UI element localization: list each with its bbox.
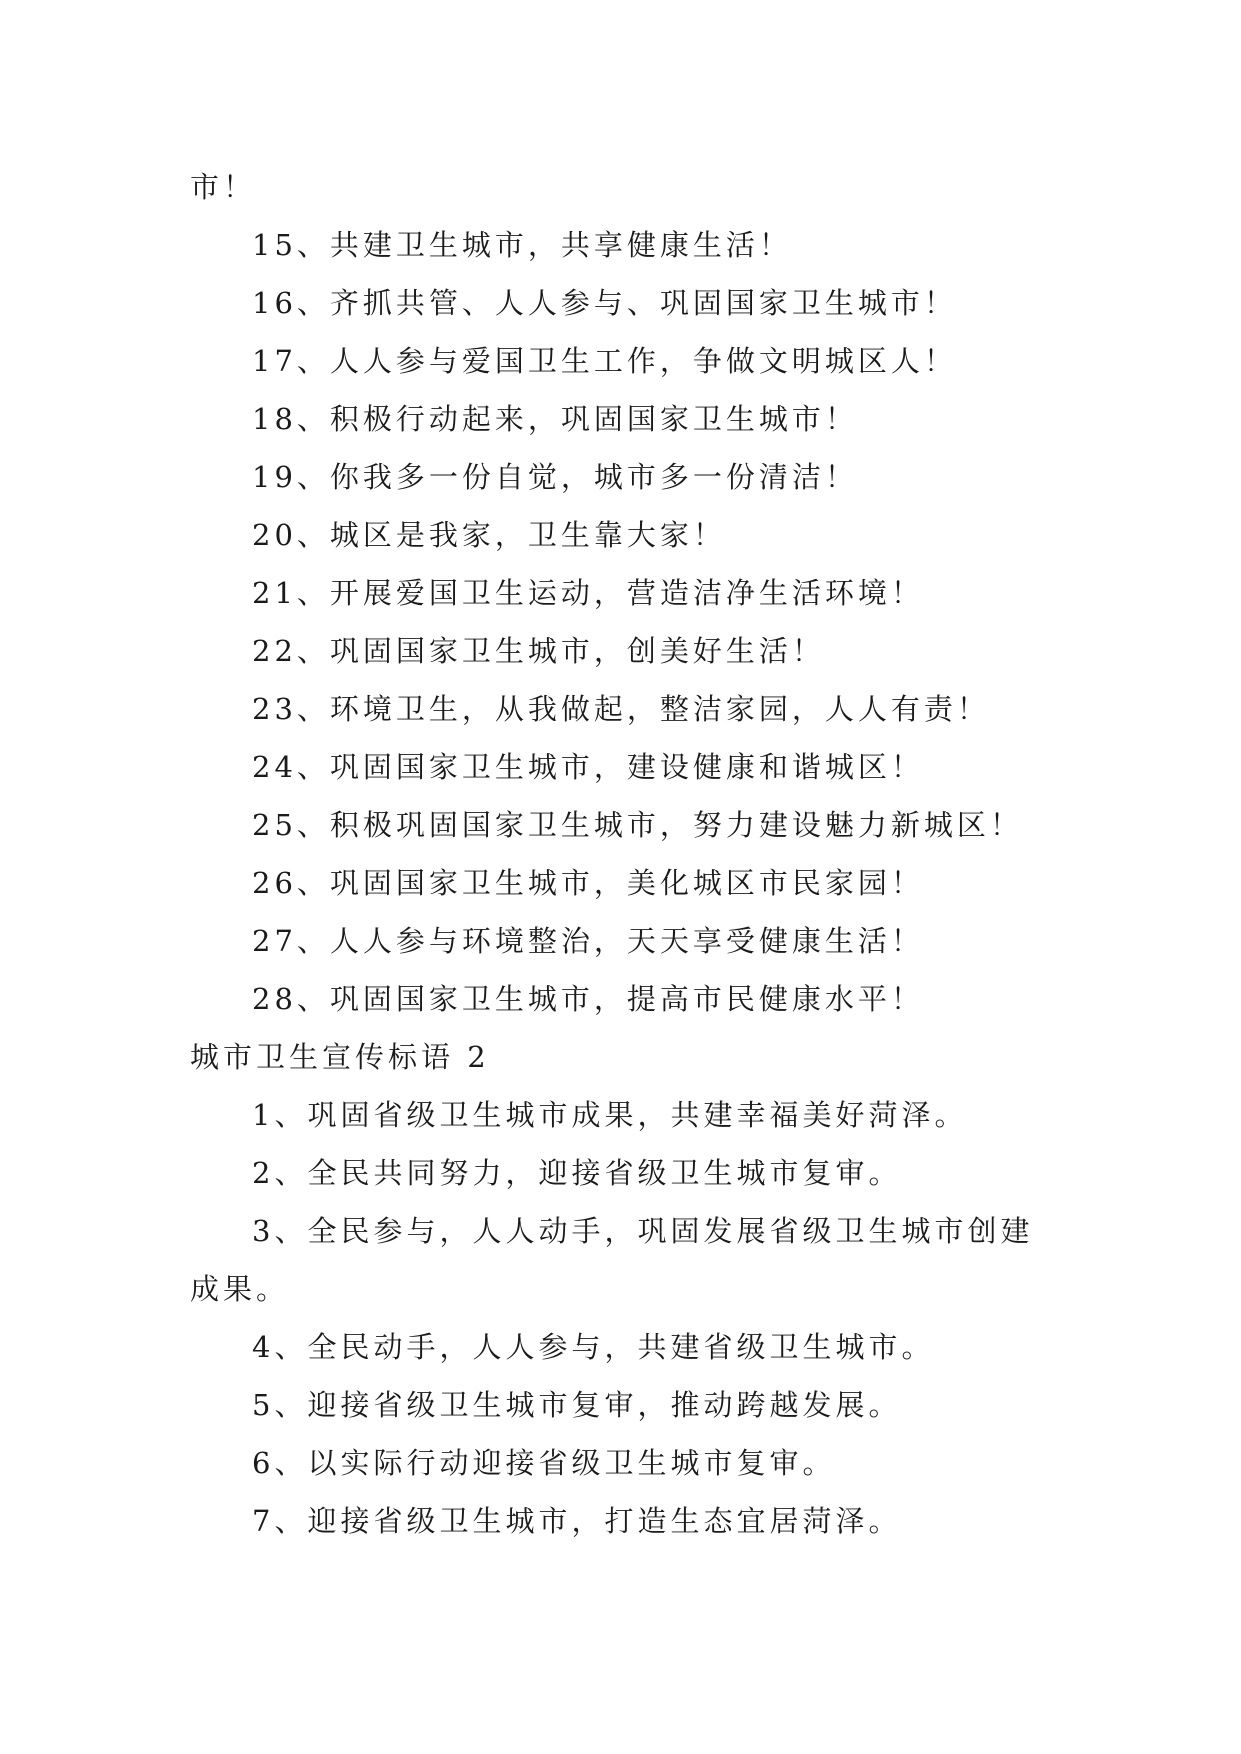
slogan-item-28: 28、巩固国家卫生城市，提高市民健康水平！	[252, 982, 924, 1016]
slogan-item-7: 7、迎接省级卫生城市，打造生态宜居菏泽。	[252, 1504, 902, 1538]
slogan-item-17: 17、人人参与爱国卫生工作，争做文明城区人！	[252, 344, 957, 378]
slogan-item-22: 22、巩固国家卫生城市，创美好生活！	[252, 634, 825, 668]
slogan-item-6: 6、以实际行动迎接省级卫生城市复审。	[252, 1446, 836, 1480]
slogan-item-3-continued: 成果。	[190, 1272, 290, 1306]
slogan-item-3: 3、全民参与，人人动手，巩固发展省级卫生城市创建	[252, 1214, 1034, 1248]
slogan-item-24: 24、巩固国家卫生城市，建设健康和谐城区！	[252, 750, 924, 784]
slogan-item-26: 26、巩固国家卫生城市，美化城区市民家园！	[252, 866, 924, 900]
slogan-item-21: 21、开展爱国卫生运动，营造洁净生活环境！	[252, 576, 924, 610]
slogan-item-19: 19、你我多一份自觉，城市多一份清洁！	[252, 460, 858, 494]
slogan-item-15: 15、共建卫生城市，共享健康生活！	[252, 228, 792, 262]
slogan-item-2: 2、全民共同努力，迎接省级卫生城市复审。	[252, 1156, 902, 1190]
text-line: 市！	[190, 170, 257, 204]
slogan-item-4: 4、全民动手，人人参与，共建省级卫生城市。	[252, 1330, 935, 1364]
slogan-item-25: 25、积极巩固国家卫生城市，努力建设魅力新城区！	[252, 808, 1023, 842]
slogan-item-27: 27、人人参与环境整治，天天享受健康生活！	[252, 924, 924, 958]
document-body	[190, 158, 1060, 1550]
section-heading: 城市卫生宣传标语 2	[190, 1040, 490, 1074]
slogan-item-5: 5、迎接省级卫生城市复审，推动跨越发展。	[252, 1388, 902, 1422]
slogan-item-18: 18、积极行动起来，巩固国家卫生城市！	[252, 402, 858, 436]
slogan-item-20: 20、城区是我家，卫生靠大家！	[252, 518, 726, 552]
slogan-item-16: 16、齐抓共管、人人参与、巩固国家卫生城市！	[252, 286, 957, 320]
slogan-item-1: 1、巩固省级卫生城市成果，共建幸福美好菏泽。	[252, 1098, 968, 1132]
slogan-item-23: 23、环境卫生，从我做起，整洁家园，人人有责！	[252, 692, 990, 726]
